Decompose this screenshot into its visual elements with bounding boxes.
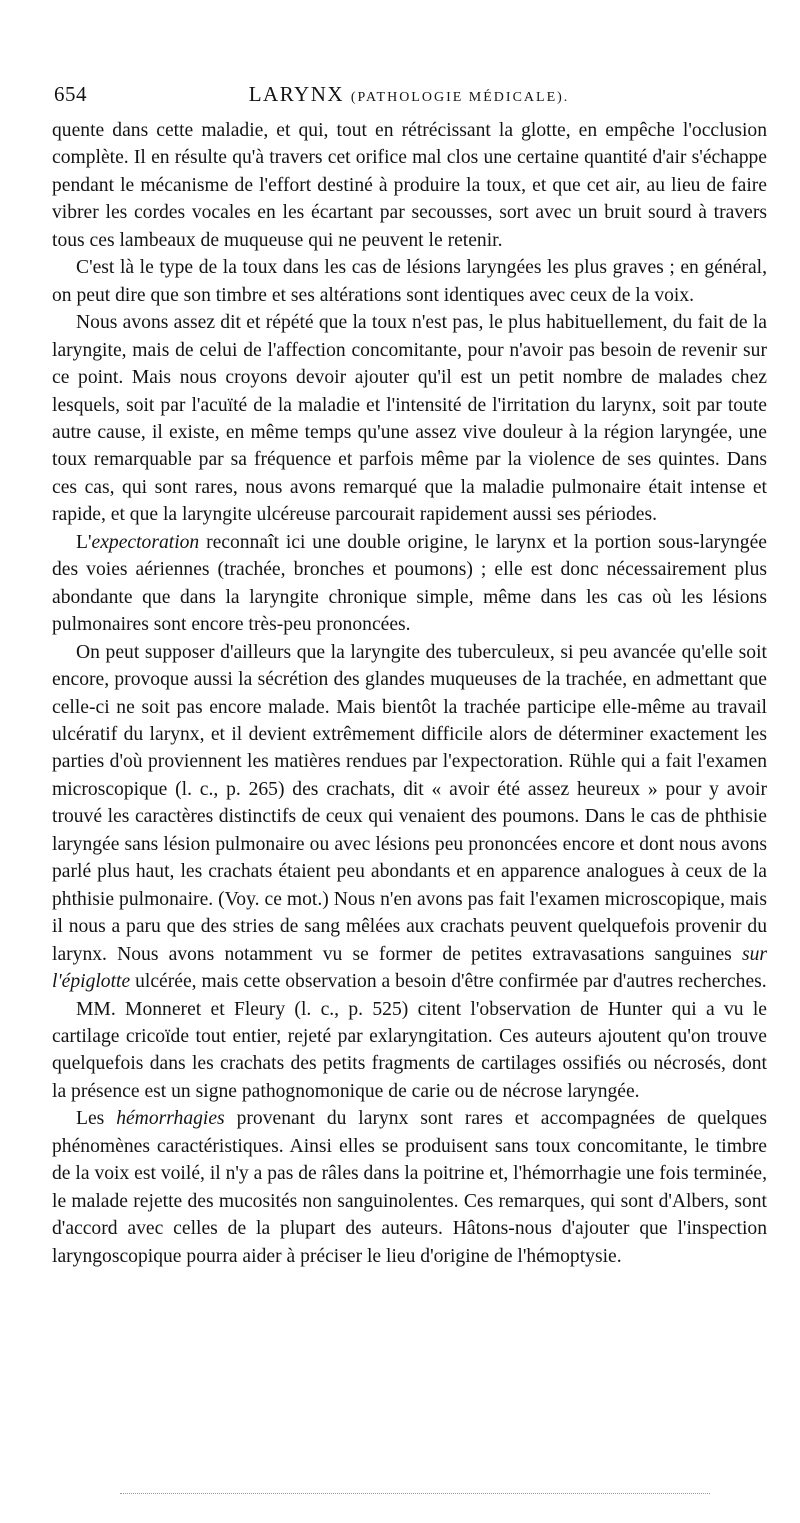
body-text <box>52 117 767 1270</box>
paragraph-text: provenant du larynx sont rares et accompagnées de quelques phénomènes caractéristiques. Ainsi elles se produisent sans toux concomitante, le timbre de la voix est voilé, il n'y a pas de râles dans la poitrine et, l'hémorrhagie une fois terminée, le malade rejette des mucosités non sanguinolentes. Ces remarques, qui sont d'Albers, sont d'accord avec celles de la plupart des auteurs. Hâtons-nous d'ajouter que l'inspection laryngoscopique pourra aider à préciser le lieu d'origine de l'hémoptysie. <box>52 1108 767 1267</box>
paragraph-text: On peut supposer d'ailleurs que la laryngite des tuberculeux, si peu avancée qu'elle soit encore, provoque aussi la sécrétion des glandes muqueuses de la trachée, en admettant que celle-ci ne soit pas encore malade. Mais bientôt la trachée participe elle-même au travail ulcératif du larynx, et il devient extrêmement difficile alors de déterminer exactement les parties d'où proviennent les matières rendues par l'expectoration. Rühle qui a fait l'examen microscopique (l. c., p. 265) des crachats, dit « avoir été assez heureux » pour y avoir trouvé les caractères distinctifs de ceux qui venaient des poumons. Dans le cas de phthisie laryngée sans lésion pulmonaire ou avec lésions peu prononcées encore et dont nous avons parlé plus haut, les crachats étaient peu abondants et en apparence analogues à ceux de la phthisie pulmonaire. (Voy. ce mot.) Nous n'en avons pas fait l'examen microscopique, mais il nous a paru que des stries de sang mêlées aux crachats peuvent quelquefois provenir du larynx. Nous avons notamment vu se former de petites extravasations sanguines <box>52 641 767 965</box>
paragraph-text: C'est là le type de la toux dans les cas de lésions laryngées les plus graves ; en général, on peut dire que son timbre et ses altérations sont identiques avec ceux de la voix. <box>52 257 767 306</box>
running-head-subtitle: (PATHOLOGIE MÉDICALE). <box>350 90 570 105</box>
paragraph-4 <box>52 529 767 639</box>
paragraph-2 <box>52 254 767 309</box>
running-head-title: LARYNX <box>248 82 345 106</box>
paragraph-text: quente dans cette maladie, et qui, tout en rétrécissant la glotte, en empêche l'occlusion complète. Il en résulte qu'à travers cet orifice mal clos une certaine quantité d'air s'échappe pendant le mécanisme de l'effort destiné à produire la toux, et que cet air, au lieu de faire vibrer les cordes vocales en les écartant par secousses, sort avec un bruit sourd à travers tous ces lambeaux de muqueuse qui ne peuvent le retenir. <box>52 120 767 251</box>
paragraph-text: L' <box>76 531 92 553</box>
italic-term-epiglotte: sur l'épiglotte <box>52 943 767 993</box>
paragraph-7 <box>52 1105 767 1270</box>
italic-term-hemorrhagies: hémorrhagies <box>116 1108 225 1130</box>
paragraph-text: Nous avons assez dit et répété que la toux n'est pas, le plus habituellement, du fait de la laryngite, mais de celui de l'affection concomitante, pour n'avoir pas besoin de revenir sur ce point. Mais nous croyons devoir ajouter qu'il est un petit nombre de malades chez lesquels, soit par l'acuïté de la maladie et l'intensité de l'irritation du larynx, soit par toute autre cause, il existe, en même temps qu'une assez vive douleur à la région laryngée, une toux remarquable par sa fréquence et parfois même par la violence de ses quintes. Dans ces cas, qui sont rares, nous avons remarqué que la maladie pulmonaire était intense et rapide, et que la laryngite ulcéreuse parcourait rapidement aussi ses périodes. <box>52 312 767 526</box>
paragraph-1 <box>52 117 767 254</box>
page-header <box>54 82 764 112</box>
page-number: 654 <box>54 82 87 106</box>
paragraph-text: MM. Monneret et Fleury (l. c., p. 525) citent l'observation de Hunter qui a vu le cartilage cricoïde tout entier, rejeté par exlaryngitation. Ces auteurs ajoutent qu'on trouve quelquefois dans les crachats des petits fragments de cartilages ossifiés ou nécrosés, dont la présence est un signe pathognomonique de carie ou de nécrose laryngée. <box>52 998 767 1102</box>
paragraph-text: ulcérée, mais cette observation a besoin d'être confirmée par d'autres recherches. <box>130 971 767 993</box>
paragraph-text: reconnaît ici une double origine, le larynx et la portion sous-laryngée des voies aériennes (trachée, bronches et poumons) ; elle est donc nécessairement plus abondante que dans la laryngite chronique simple, même dans les cas où les lésions pulmonaires sont encore très-peu prononcées. <box>52 531 767 636</box>
paragraph-text: Les <box>76 1108 117 1130</box>
italic-term-expectoration: expectoration <box>91 531 200 553</box>
paragraph-3 <box>52 309 767 529</box>
paragraph-6 <box>52 996 767 1106</box>
running-head <box>54 82 764 107</box>
paragraph-5 <box>52 639 767 996</box>
footer-rule <box>120 1493 710 1494</box>
